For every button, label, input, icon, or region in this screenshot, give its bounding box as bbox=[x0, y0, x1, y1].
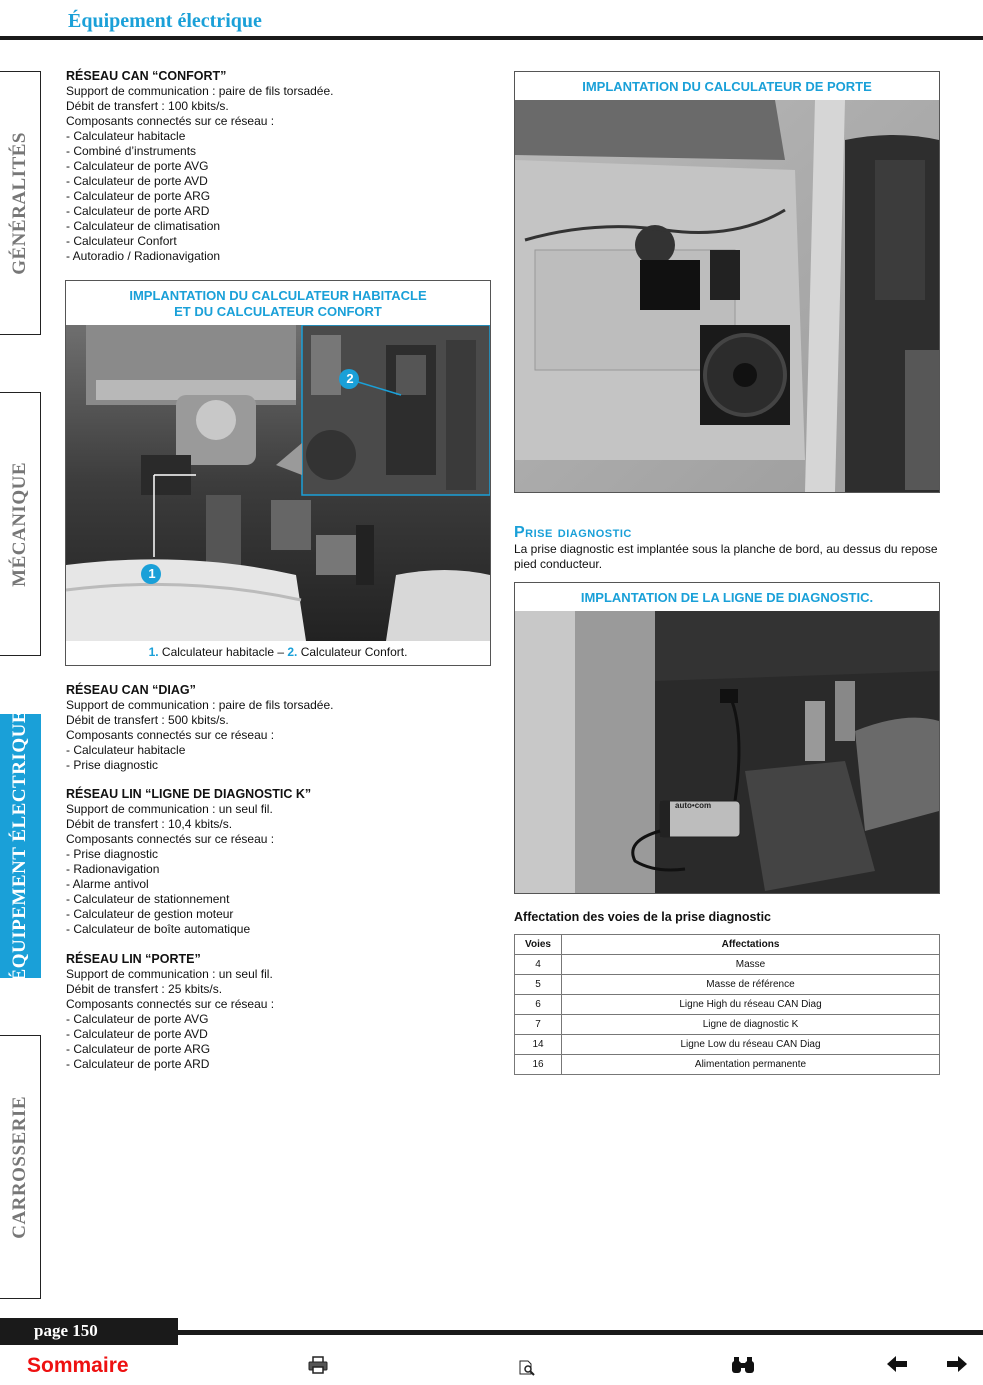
photo-diagnostic bbox=[515, 611, 939, 893]
list-item: - Combiné d’instruments bbox=[66, 144, 197, 158]
text-line: Débit de transfert : 500 kbits/s. bbox=[66, 713, 229, 727]
print-icon[interactable] bbox=[308, 1356, 328, 1379]
table-cell: Ligne Low du réseau CAN Diag bbox=[562, 1035, 940, 1055]
table-cell: 4 bbox=[515, 955, 562, 975]
sommaire-link[interactable]: Sommaire bbox=[27, 1354, 129, 1377]
header-rule bbox=[0, 36, 983, 40]
list-item: - Calculateur de stationnement bbox=[66, 892, 230, 906]
table-cell: 7 bbox=[515, 1015, 562, 1035]
caption-number: 2. bbox=[287, 645, 298, 659]
table-cell: 14 bbox=[515, 1035, 562, 1055]
table-cell: 16 bbox=[515, 1055, 562, 1075]
table-header-cell: Affectations bbox=[562, 935, 940, 955]
figure-diagnostic bbox=[514, 582, 940, 894]
section-title: RÉSEAU CAN “CONFORT” bbox=[66, 69, 227, 83]
page-number: page 150 bbox=[34, 1321, 98, 1340]
list-item: - Calculateur de porte AVD bbox=[66, 174, 208, 188]
section-heading-prise bbox=[514, 524, 632, 542]
section-title: RÉSEAU CAN “DIAG” bbox=[66, 683, 196, 697]
list-item: - Calculateur de porte ARG bbox=[66, 189, 211, 203]
text-line: Débit de transfert : 100 kbits/s. bbox=[66, 99, 229, 113]
list-item: - Calculateur de climatisation bbox=[66, 219, 221, 233]
side-tab-carrosserie[interactable] bbox=[0, 1035, 41, 1299]
photo-habitacle bbox=[66, 325, 490, 641]
footer-rule bbox=[178, 1330, 983, 1335]
photo-porte bbox=[515, 100, 939, 492]
section-can-confort bbox=[66, 69, 333, 264]
page-header-title: Équipement électrique bbox=[68, 10, 262, 32]
figure-title-line: ET DU CALCULATEUR CONFORT bbox=[174, 304, 382, 319]
section-lin-k bbox=[66, 787, 311, 937]
marker-2: 2 bbox=[346, 371, 354, 386]
list-item: - Calculateur de porte ARD bbox=[66, 204, 210, 218]
section-title: RÉSEAU LIN “PORTE” bbox=[66, 952, 201, 966]
figure-porte bbox=[514, 71, 940, 493]
list-item: - Autoradio / Radionavigation bbox=[66, 249, 221, 263]
table-caption bbox=[514, 910, 771, 925]
figure-caption bbox=[66, 645, 490, 659]
figure-title-line: IMPLANTATION DU CALCULATEUR HABITACLE bbox=[129, 288, 427, 303]
side-tab-mecanique[interactable] bbox=[0, 392, 41, 656]
pin-table bbox=[514, 934, 940, 1075]
side-tab-label: GÉNÉRALITÉS bbox=[9, 131, 30, 275]
list-item: - Radionavigation bbox=[66, 862, 160, 876]
table-row bbox=[515, 975, 940, 995]
side-tab-equipement-electrique[interactable] bbox=[0, 710, 41, 982]
caption-text: Calculateur habitacle – bbox=[158, 645, 288, 659]
text-line: Support de communication : un seul fil. bbox=[66, 802, 273, 816]
arrow-left-icon[interactable] bbox=[887, 1356, 907, 1377]
table-cell: Masse de référence bbox=[562, 975, 940, 995]
text-line: Support de communication : un seul fil. bbox=[66, 967, 273, 981]
list-item: - Calculateur de gestion moteur bbox=[66, 907, 234, 921]
text-line: Débit de transfert : 10,4 kbits/s. bbox=[66, 817, 233, 831]
zoom-document-icon[interactable] bbox=[519, 1360, 536, 1381]
table-caption-text: Affectation des voies de la prise diagnostic bbox=[514, 910, 772, 924]
table-header-cell: Voies bbox=[515, 935, 562, 955]
figure-habitacle bbox=[65, 280, 491, 666]
list-item: - Alarme antivol bbox=[66, 877, 149, 891]
list-item: - Calculateur de porte ARG bbox=[66, 1042, 211, 1056]
list-item: - Calculateur habitacle bbox=[66, 129, 186, 143]
table-cell: Masse bbox=[562, 955, 940, 975]
text-line: Composants connectés sur ce réseau : bbox=[66, 832, 275, 846]
list-item: - Calculateur de porte AVD bbox=[66, 1027, 208, 1041]
table-row bbox=[515, 995, 940, 1015]
arrow-right-icon[interactable] bbox=[947, 1356, 967, 1377]
text-line: Composants connectés sur ce réseau : bbox=[66, 728, 275, 742]
binoculars-icon[interactable] bbox=[731, 1356, 755, 1379]
figure-title: IMPLANTATION DE LA LIGNE DE DIAGNOSTIC. bbox=[580, 590, 874, 605]
text-line: Composants connectés sur ce réseau : bbox=[66, 114, 275, 128]
list-item: - Prise diagnostic bbox=[66, 847, 159, 861]
figure-title bbox=[66, 288, 490, 320]
page-number-box bbox=[0, 1318, 178, 1345]
list-item: - Calculateur Confort bbox=[66, 234, 177, 248]
table-cell: Ligne de diagnostic K bbox=[562, 1015, 940, 1035]
section-title: RÉSEAU LIN “LIGNE DE DIAGNOSTIC K” bbox=[66, 787, 312, 801]
table-row bbox=[515, 1015, 940, 1035]
side-tab-label: MÉCANIQUE bbox=[9, 461, 30, 587]
text-line: pied conducteur. bbox=[514, 557, 603, 571]
side-tab-generalites[interactable] bbox=[0, 71, 41, 335]
list-item: - Prise diagnostic bbox=[66, 758, 159, 772]
text-line: La prise diagnostic est implantée sous la planche de bord, au dessus du repose bbox=[514, 542, 938, 556]
figure-title: IMPLANTATION DU CALCULATEUR DE PORTE bbox=[582, 79, 872, 94]
table-row bbox=[515, 1055, 940, 1075]
section-lin-porte bbox=[66, 952, 274, 1072]
section-can-diag bbox=[66, 683, 333, 773]
text-line: Support de communication : paire de fils torsadée. bbox=[66, 698, 334, 712]
text-line: Support de communication : paire de fils torsadée. bbox=[66, 84, 334, 98]
marker-1: 1 bbox=[148, 566, 156, 581]
text-line: Débit de transfert : 25 kbits/s. bbox=[66, 982, 223, 996]
table-row bbox=[515, 955, 940, 975]
list-item: - Calculateur de boîte automatique bbox=[66, 922, 251, 936]
list-item: - Calculateur de porte AVG bbox=[66, 159, 209, 173]
table-cell: 5 bbox=[515, 975, 562, 995]
prise-description bbox=[514, 542, 938, 572]
caption-text: Calculateur Confort. bbox=[297, 645, 408, 659]
device-brand: auto•com bbox=[675, 801, 712, 810]
side-tab-label: CARROSSERIE bbox=[9, 1095, 30, 1239]
list-item: - Calculateur de porte ARD bbox=[66, 1057, 210, 1071]
list-item: - Calculateur habitacle bbox=[66, 743, 186, 757]
section-heading-text: Prise diagnostic bbox=[514, 524, 632, 541]
list-item: - Calculateur de porte AVG bbox=[66, 1012, 209, 1026]
text-line: Composants connectés sur ce réseau : bbox=[66, 997, 275, 1011]
table-header-row bbox=[515, 935, 940, 955]
table-cell: 6 bbox=[515, 995, 562, 1015]
side-tab-label: ÉQUIPEMENT ÉLECTRIQUE bbox=[9, 710, 30, 982]
table-row bbox=[515, 1035, 940, 1055]
caption-number: 1. bbox=[148, 645, 159, 659]
table-cell: Alimentation permanente bbox=[562, 1055, 940, 1075]
table-cell: Ligne High du réseau CAN Diag bbox=[562, 995, 940, 1015]
